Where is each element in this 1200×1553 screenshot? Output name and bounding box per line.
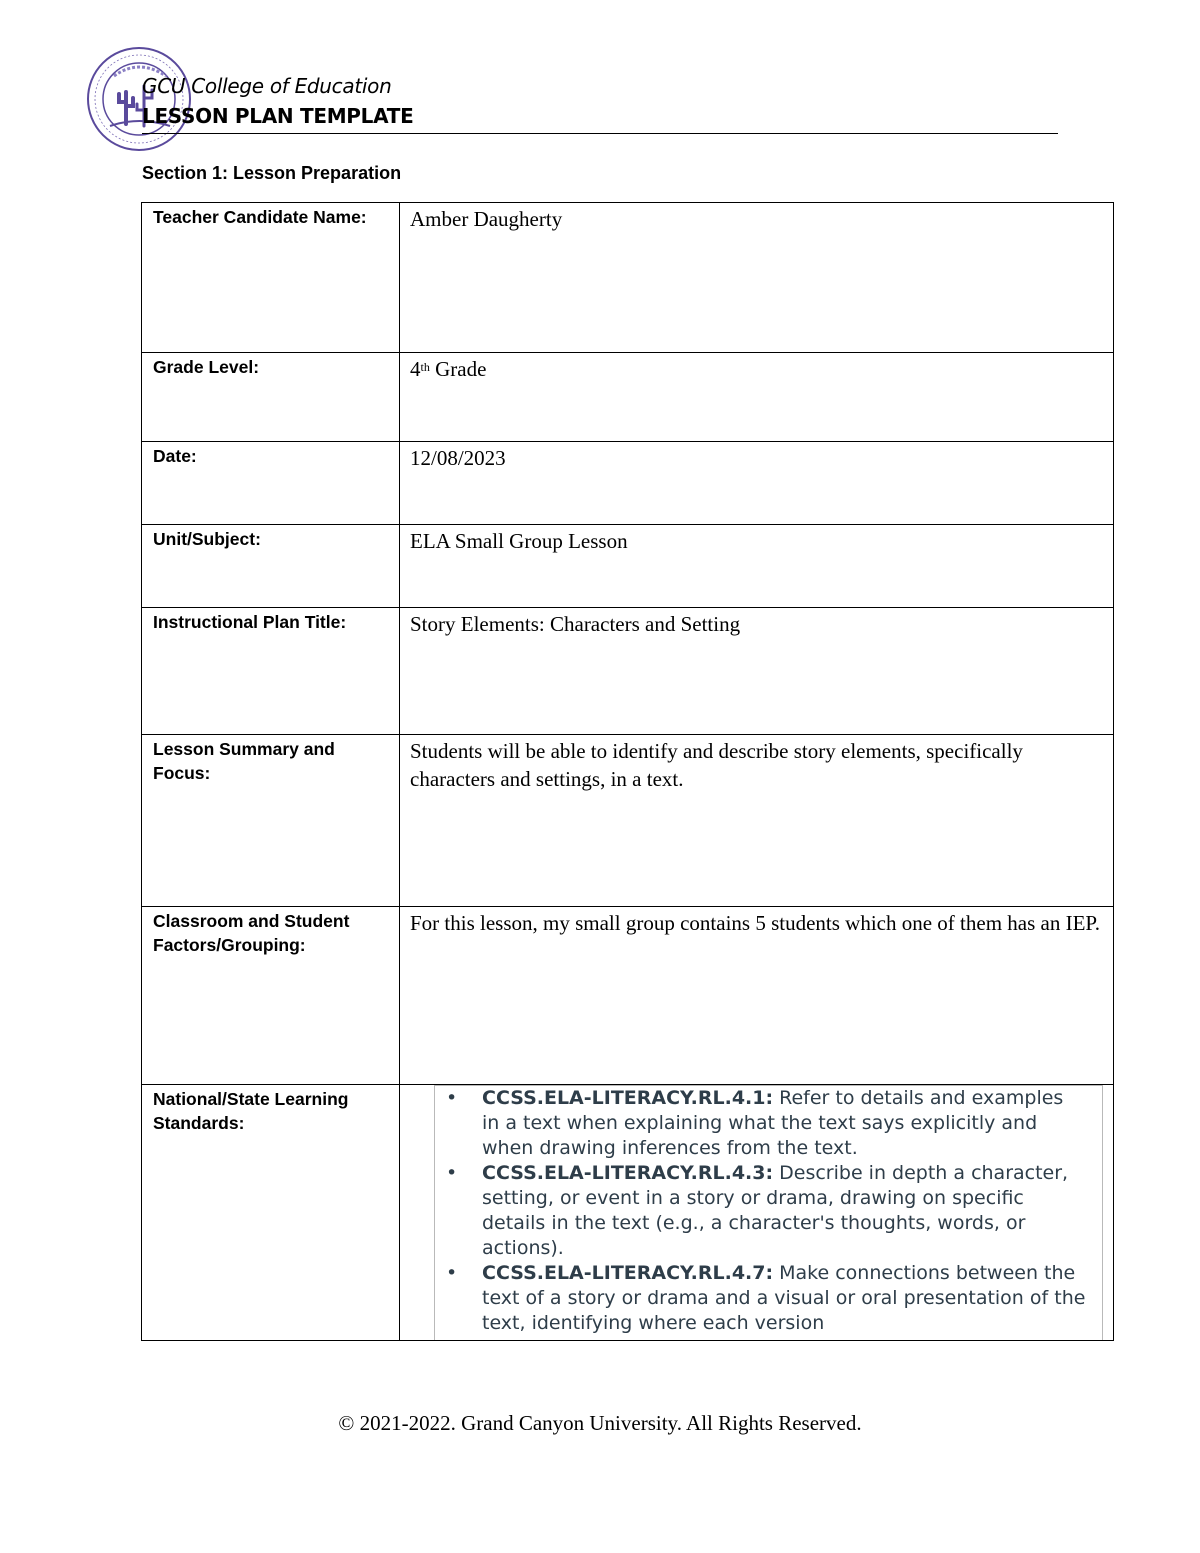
bullet-icon: • (446, 1087, 458, 1109)
value-unit-subject: ELA Small Group Lesson (400, 525, 1114, 608)
header-divider (142, 133, 1058, 134)
label-lesson-summary: Lesson Summary and Focus: (142, 735, 400, 907)
standards-box (434, 1085, 1103, 1341)
table-row (142, 735, 1114, 907)
college-name: GCU College of Education (142, 74, 392, 98)
label-classroom-factors: Classroom and Student Factors/Grouping: (142, 907, 400, 1085)
section-title: Section 1: Lesson Preparation (142, 163, 402, 183)
label-grade-level: Grade Level: (142, 353, 400, 442)
table-row (142, 203, 1114, 353)
copyright-footer: © 2021-2022. Grand Canyon University. All Rights Reserved. (338, 1411, 862, 1435)
table-row (142, 525, 1114, 608)
table-row (142, 353, 1114, 442)
label-unit-subject: Unit/Subject: (142, 525, 400, 608)
value-plan-title: Story Elements: Characters and Setting (400, 608, 1114, 735)
value-grade-level: 4th Grade (400, 353, 1114, 442)
table-row (142, 442, 1114, 525)
list-item: • CCSS.ELA-LITERACY.RL.4.1: Refer to details and examples in a text when explaining what the text says explicitly and when drawing inferences from the text. (446, 1087, 1064, 1159)
list-item: • CCSS.ELA-LITERACY.RL.4.7: Make connections between the text of a story or drama and a visual or oral presentation of the text, identifying where each version (446, 1262, 1086, 1334)
value-date: 12/08/2023 (400, 442, 1114, 525)
standards-list (435, 1086, 1102, 1336)
value-lesson-summary: Students will be able to identify and describe story elements, specifically characters and settings, in a text. (400, 735, 1114, 907)
value-learning-standards (400, 1085, 1114, 1341)
table-row (142, 608, 1114, 735)
label-teacher-name: Teacher Candidate Name: (142, 203, 400, 353)
lesson-prep-table (141, 202, 1114, 1341)
template-title: LESSON PLAN TEMPLATE (142, 104, 414, 128)
label-learning-standards: National/State Learning Standards: (142, 1085, 400, 1341)
table-row (142, 1085, 1114, 1341)
bullet-icon: • (446, 1162, 458, 1184)
label-date: Date: (142, 442, 400, 525)
list-item: • CCSS.ELA-LITERACY.RL.4.3: Describe in depth a character, setting, or event in a story or drama, drawing on specific details in the text (e.g., a character's thoughts, words, or actions). (446, 1162, 1069, 1259)
value-classroom-factors: For this lesson, my small group contains 5 students which one of them has an IEP. (400, 907, 1114, 1085)
gcu-seal-icon (86, 46, 192, 152)
table-row (142, 907, 1114, 1085)
value-teacher-name: Amber Daugherty (400, 203, 1114, 353)
bullet-icon: • (446, 1262, 458, 1284)
label-plan-title: Instructional Plan Title: (142, 608, 400, 735)
